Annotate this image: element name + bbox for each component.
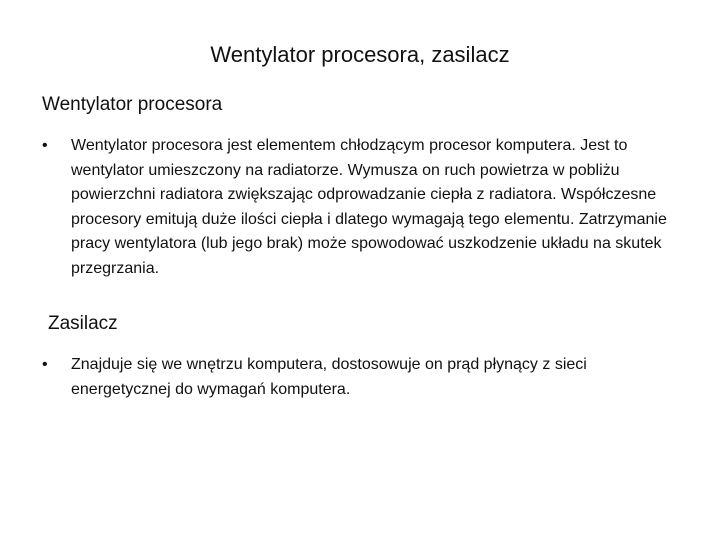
bullet-list bbox=[42, 353, 688, 402]
bullet-item bbox=[42, 353, 688, 402]
section-cpu-fan bbox=[42, 94, 682, 281]
slide-title: Wentylator procesora, zasilacz bbox=[210, 42, 510, 67]
bullet-item bbox=[42, 134, 682, 281]
section-power-supply bbox=[42, 313, 688, 402]
bullet-icon: • bbox=[42, 137, 48, 154]
bullet-text: Znajduje się we wnętrzu komputera, dostosowuje on prąd płynący z sieci energetycznej do wymagań komputera. bbox=[71, 356, 587, 398]
section-heading: Zasilacz bbox=[48, 313, 118, 334]
bullet-list bbox=[42, 134, 682, 281]
section-heading: Wentylator procesora bbox=[42, 94, 223, 115]
bullet-icon: • bbox=[42, 356, 48, 373]
bullet-text: Wentylator procesora jest elementem chłodzącym procesor komputera. Jest to wentylator umieszczony na radiatorze. Wymusza on ruch powietrza w pobliżu powierzchni radiatora zwiększając odprowadzanie ciepła z radiatora. Współczesne procesory emitują duże ilości ciepła i dlatego wymagają tego elementu. Zatrzymanie pracy wentylatora (lub jego brak) może spowodować uszkodzenie układu na skutek przegrzania. bbox=[71, 137, 667, 277]
